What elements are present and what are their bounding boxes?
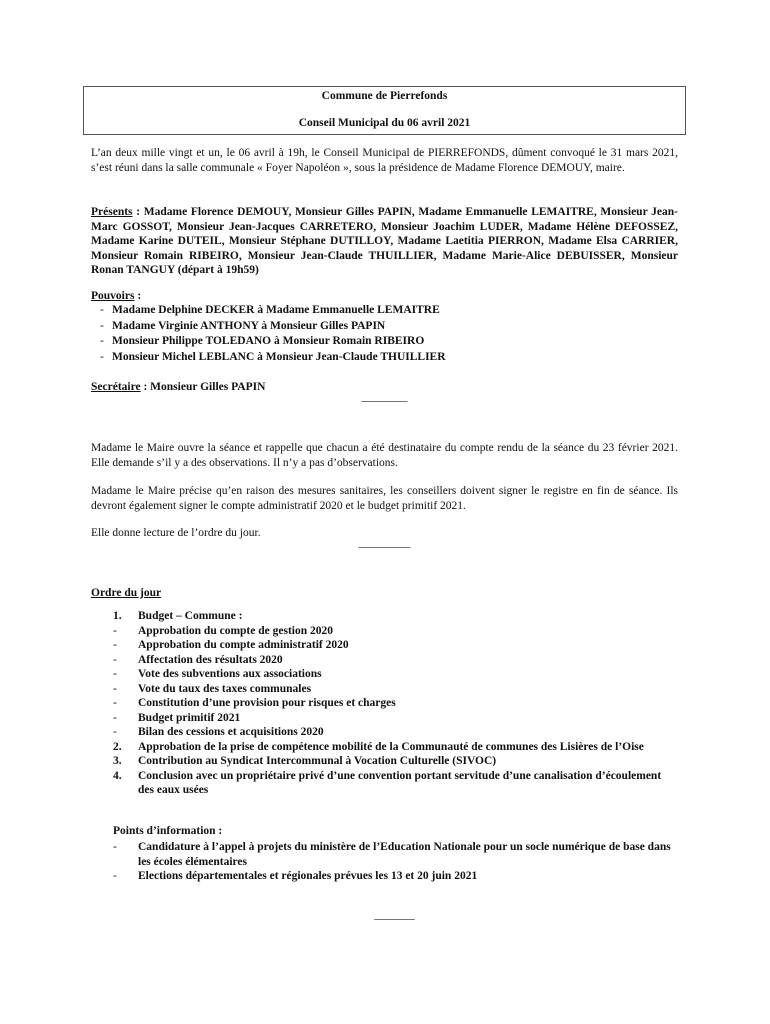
presents-separator: : — [132, 206, 144, 218]
secretaire-name: : Monsieur Gilles PAPIN — [140, 381, 266, 393]
list-item: - Budget primitif 2021 — [113, 711, 241, 724]
list-item: - Affectation des résultats 2020 — [113, 653, 283, 666]
list-item: - Approbation du compte de gestion 2020 — [113, 624, 333, 637]
presents-paragraph — [91, 205, 678, 278]
list-item: 2. Approbation de la prise de compétence mobilité de la Communauté de communes des Lisières de l’Oise — [113, 740, 644, 753]
ordre-list — [113, 609, 673, 798]
separator-line: ________ — [361, 391, 408, 403]
paragraph-1: Madame le Maire ouvre la séance et rappelle que chacun a été destinataire du compte rendu de la séance du 23 février 2021. Elle demande s’il y a des observations. Il n’y a pas d’observations. — [91, 442, 678, 469]
pouvoirs-label: Pouvoirs — [91, 290, 135, 302]
pouvoirs-heading — [91, 289, 678, 304]
list-item: 3. Contribution au Syndicat Intercommunal à Vocation Culturelle (SIVOC) — [113, 755, 497, 767]
commune-title: Commune de Pierrefonds — [321, 90, 448, 102]
paragraph-2: Madame le Maire précise qu’en raison des mesures sanitaires, les conseillers doivent signer le registre en fin de séance. Ils devront également signer le compte administratif 2020 et le budget primitif 2021. — [91, 485, 678, 512]
presents-label: Présents — [91, 206, 133, 218]
points-title: Points d’information : — [113, 825, 223, 837]
ordre-title: Ordre du jour — [91, 587, 162, 599]
pouvoirs-list — [91, 303, 678, 366]
list-item: - Constitution d’une provision pour risques et charges — [113, 697, 396, 709]
pouvoirs-separator: : — [134, 290, 142, 302]
list-item: - Madame Delphine DECKER à Madame Emmanuelle LEMAITRE — [91, 303, 678, 319]
list-item: - Vote des subventions aux associations — [113, 668, 322, 680]
paragraph-3: Elle donne lecture de l’ordre du jour. — [91, 527, 261, 539]
list-item: - Monsieur Philippe TOLEDANO à Monsieur Romain RIBEIRO — [91, 334, 678, 350]
list-item: - Approbation du compte administratif 2020 — [113, 639, 349, 651]
list-item: - Candidature à l’appel à projets du ministère de l’Education Nationale pour un socle numérique de base dans les écoles élémentaires — [113, 841, 671, 868]
meeting-title: Conseil Municipal du 06 avril 2021 — [298, 117, 471, 129]
separator-wrap-1 — [91, 390, 678, 405]
separator-wrap-3 — [91, 908, 678, 923]
points-list — [113, 840, 673, 884]
separator-line: _________ — [358, 537, 411, 549]
intro-paragraph: L’an deux mille vingt et un, le 06 avril à 19h, le Conseil Municipal de PIERREFONDS, dûment convoqué le 31 mars 2021, s’est réuni dans la salle communale « Foyer Napoléon », sous la présidence de Madame Florence DEMOUY, maire. — [91, 147, 678, 174]
separator-line: _______ — [374, 909, 415, 921]
list-item: 1. Budget – Commune : — [113, 610, 243, 622]
list-item: - Vote du taux des taxes communales — [113, 682, 312, 695]
list-item: - Monsieur Michel LEBLANC à Monsieur Jean-Claude THUILLIER — [91, 350, 678, 366]
list-item: - Bilan des cessions et acquisitions 2020 — [113, 726, 324, 738]
list-item: - Madame Virginie ANTHONY à Monsieur Gilles PAPIN — [91, 319, 678, 335]
secretaire-label: Secrétaire — [91, 381, 141, 393]
separator-wrap-2 — [91, 536, 678, 551]
list-item: - Elections départementales et régionales prévues les 13 et 20 juin 2021 — [113, 870, 478, 882]
presents-list: Madame Florence DEMOUY, Monsieur Gilles PAPIN, Madame Emmanuelle LEMAITRE, Monsieur Jean-Marc GOSSOT, Monsieur Jean-Jacques CARRETERO, Monsieur Joachim LUDER, Madame Hélène DEFOSSEZ, Madame Karine DUTEIL, Monsieur Stéphane DUTILLOY, Madame Laetitia PIERRON, Madame Elsa CARRIER, Monsieur Romain RIBEIRO, Monsieur Jean-Claude THUILLIER, Madame Marie-Alice DEBUISSER, Monsieur Ronan TANGUY (départ à 19h59) — [91, 206, 678, 276]
header-box — [83, 86, 686, 135]
list-item: 4. Conclusion avec un propriétaire privé d’une convention portant servitude d’une canalisation d’écoulement des eaux usées — [113, 769, 662, 796]
